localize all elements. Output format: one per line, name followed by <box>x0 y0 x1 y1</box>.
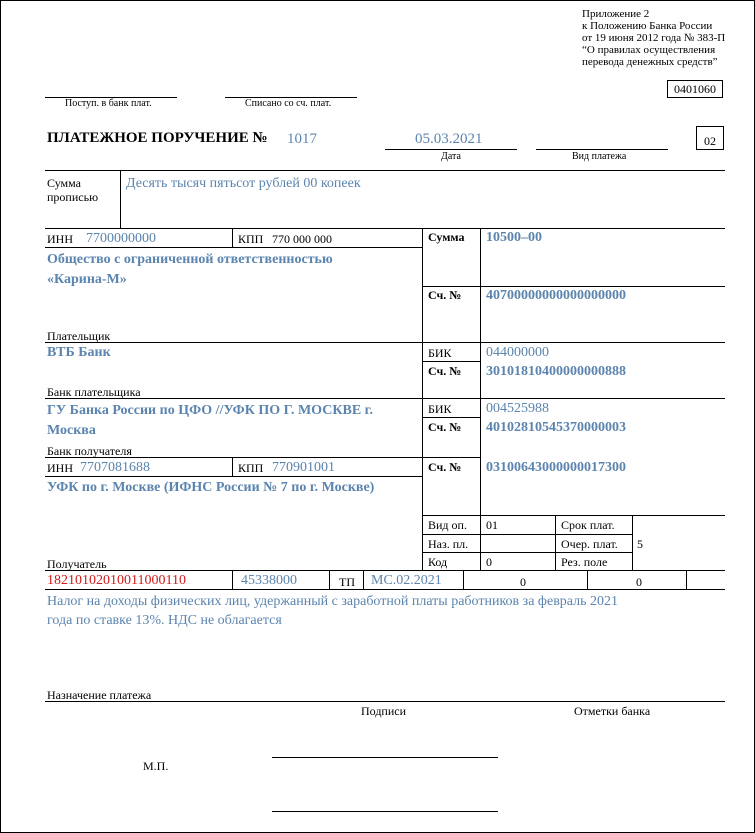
payer-name: Общество с ограниченной ответственностью «Карина-М» <box>47 252 333 287</box>
appendix-note <box>582 8 725 68</box>
payee-account-label: Сч. № <box>428 460 462 474</box>
tax-doc-date: 0 <box>636 575 642 589</box>
payer-inn-label: ИНН <box>47 232 73 246</box>
status-code-box: 02 <box>696 126 724 150</box>
payer-corr-account: 30101810400000000888 <box>486 364 626 379</box>
srok-label: Срок плат. <box>561 518 615 532</box>
tax-basis: ТП <box>339 575 355 589</box>
page-title: ПЛАТЕЖНОЕ ПОРУЧЕНИЕ № <box>47 130 268 146</box>
rez-label: Рез. поле <box>561 555 608 569</box>
date-label: Дата <box>441 151 461 162</box>
payment-purpose: Налог на доходы физических лиц, удержанный с заработной платы работников за февраль 2021 года по ставке 13%. НДС не облагается <box>47 594 619 628</box>
payee-inn: 7707081688 <box>80 460 150 475</box>
payer-bank-label: Банк плательщика <box>47 385 141 399</box>
form-code-box: 0401060 <box>667 80 723 98</box>
kod-value: 0 <box>486 555 492 569</box>
payee-name: УФК по г. Москве (ИФНС России № 7 по г. Москве) <box>47 480 375 495</box>
payer-account-label: Сч. № <box>428 288 462 302</box>
payee-bik-label: БИК <box>428 402 452 416</box>
tax-doc-number: 0 <box>520 575 526 589</box>
amount-label: Сумма <box>428 230 465 244</box>
payee-bank-label: Банк получателя <box>47 444 132 458</box>
payer-kpp: 770 000 000 <box>272 232 332 246</box>
payee-label: Получатель <box>47 557 107 571</box>
bank-received-label: Поступ. в банк плат. <box>65 98 152 109</box>
tax-oktmo: 45338000 <box>241 573 297 588</box>
order-number: 1017 <box>287 131 317 147</box>
payer-kpp-label: КПП <box>238 232 264 246</box>
naz-label: Наз. пл. <box>428 537 469 551</box>
appendix-line-1: Приложение 2 <box>582 8 650 20</box>
payee-account: 03100643000000017300 <box>486 460 626 475</box>
appendix-line-4: “О правилах осуществления <box>582 44 716 56</box>
bank-marks-label: Отметки банка <box>574 704 651 718</box>
payer-corr-label: Сч. № <box>428 364 462 378</box>
order-date: 05.03.2021 <box>415 131 483 147</box>
tax-kbk: 18210102010011000110 <box>47 573 186 588</box>
payer-bik-label: БИК <box>428 346 452 360</box>
kod-label: Код <box>428 555 448 569</box>
ocher-label: Очер. плат. <box>561 537 618 551</box>
payer-label: Плательщик <box>47 329 111 343</box>
debited-label: Списано со сч. плат. <box>245 98 332 109</box>
payee-corr-account: 40102810545370000003 <box>486 420 626 435</box>
ocher-value: 5 <box>637 537 643 551</box>
appendix-line-5: перевода денежных средств” <box>582 56 718 68</box>
vid-op-label: Вид оп. <box>428 518 467 532</box>
tax-period: МС.02.2021 <box>371 573 442 588</box>
stamp-label: М.П. <box>143 759 169 773</box>
signature-line-1 <box>272 757 498 758</box>
payee-inn-label: ИНН <box>47 461 73 475</box>
payee-bik: 004525988 <box>486 401 549 416</box>
payee-corr-label: Сч. № <box>428 420 462 434</box>
purpose-label: Назначение платежа <box>47 688 152 702</box>
payer-account: 40700000000000000000 <box>486 288 626 303</box>
appendix-line-3: от 19 июня 2012 года № 383-П <box>582 32 726 44</box>
payer-bank-name: ВТБ Банк <box>47 345 111 360</box>
payee-bank-name: ГУ Банка России по ЦФО //УФК ПО Г. МОСКВЕ г. Москва <box>47 403 373 438</box>
amount-words: Десять тысяч пятьсот рублей 00 копеек <box>126 176 361 191</box>
vid-op-value: 01 <box>486 518 498 532</box>
payment-type-label: Вид платежа <box>572 151 627 162</box>
signature-line-2 <box>272 811 498 812</box>
amount-value: 10500–00 <box>486 230 542 245</box>
appendix-line-2: к Положению Банка России <box>582 20 713 32</box>
amount-words-label: Сумма прописью <box>47 176 99 204</box>
payee-kpp: 770901001 <box>272 460 335 475</box>
signatures-label: Подписи <box>361 704 407 718</box>
payer-bik: 044000000 <box>486 345 549 360</box>
payee-kpp-label: КПП <box>238 461 264 475</box>
payer-inn: 7700000000 <box>86 231 156 246</box>
